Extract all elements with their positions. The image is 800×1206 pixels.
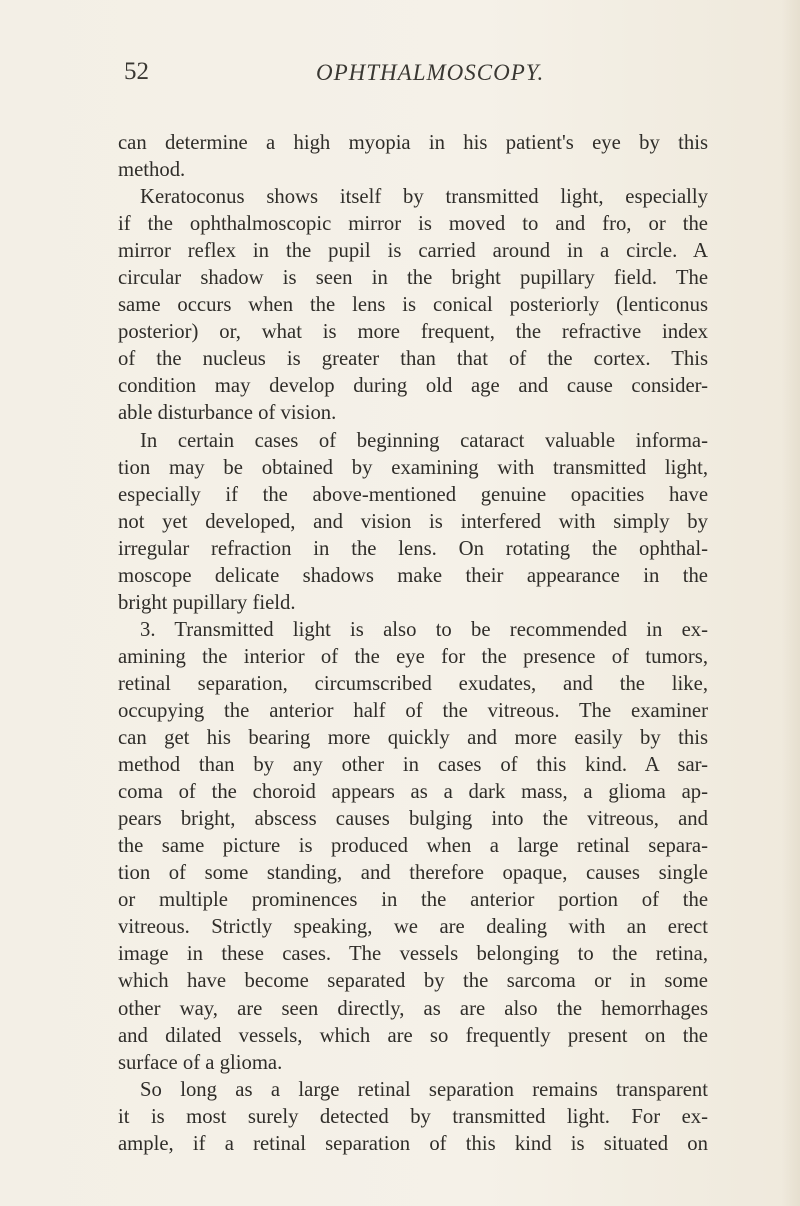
text-line: retinal separation, circumscribed exudates, and the like, — [118, 672, 708, 695]
text-line: tion of some standing, and therefore opaque, causes single — [118, 862, 708, 885]
text-line: which have become separated by the sarcoma or in some — [118, 970, 708, 993]
text-line: posterior) or, what is more frequent, the refractive index — [118, 321, 708, 344]
page-edge-shadow — [782, 0, 800, 1206]
text-line: condition may develop during old age and cause consider- — [118, 375, 708, 398]
text-line: mirror reflex in the pupil is carried around in a circle. A — [118, 240, 708, 263]
text-line: irregular refraction in the lens. On rotating the ophthal- — [118, 537, 708, 560]
text-line: tion may be obtained by examining with transmitted light, — [118, 456, 708, 479]
text-line: able disturbance of vision. — [118, 402, 337, 425]
text-line: other way, are seen directly, as are also the hemorrhages — [118, 997, 708, 1020]
text-line: circular shadow is seen in the bright pupillary field. The — [118, 267, 708, 290]
text-line: amining the interior of the eye for the presence of tumors, — [118, 645, 708, 668]
text-line: image in these cases. The vessels belonging to the retina, — [118, 943, 708, 966]
page-header — [124, 58, 684, 92]
text-line: especially if the above-mentioned genuine opacities have — [118, 483, 708, 506]
text-line: method. — [118, 159, 186, 182]
text-line: it is most surely detected by transmitted light. For ex- — [118, 1105, 708, 1128]
text-line: of the nucleus is greater than that of the cortex. This — [118, 348, 708, 371]
text-line: the same picture is produced when a large retinal separa- — [118, 835, 708, 858]
text-line: ample, if a retinal separation of this kind is situated on — [118, 1132, 708, 1155]
paragraph-start-line: Keratoconus shows itself by transmitted light, especially — [140, 186, 708, 209]
text-line: surface of a glioma. — [118, 1051, 283, 1074]
paragraph-start-line: 3. Transmitted light is also to be recommended in ex- — [140, 618, 708, 641]
text-line: can get his bearing more quickly and more easily by this — [118, 727, 708, 750]
text-line: bright pupillary field. — [118, 591, 296, 614]
page-number: 52 — [124, 58, 149, 85]
text-line: not yet developed, and vision is interfered with simply by — [118, 510, 708, 533]
body-text — [118, 130, 708, 1158]
text-line: occupying the anterior half of the vitreous. The examiner — [118, 699, 708, 722]
text-line: vitreous. Strictly speaking, we are dealing with an erect — [118, 916, 708, 939]
text-line: can determine a high myopia in his patient's eye by this — [118, 132, 708, 154]
paragraph-start-line: So long as a large retinal separation remains transparent — [140, 1078, 708, 1101]
text-line: same occurs when the lens is conical posteriorly (lenticonus — [118, 294, 708, 317]
text-line: coma of the choroid appears as a dark mass, a glioma ap- — [118, 781, 708, 804]
text-line: if the ophthalmoscopic mirror is moved to and fro, or the — [118, 213, 708, 236]
running-title: OPHTHALMOSCOPY. — [316, 60, 545, 85]
text-line: moscope delicate shadows make their appearance in the — [118, 564, 708, 587]
text-line: and dilated vessels, which are so frequently present on the — [118, 1024, 708, 1047]
text-line: or multiple prominences in the anterior portion of the — [118, 889, 708, 912]
text-line: method than by any other in cases of this kind. A sar- — [118, 754, 708, 777]
text-line: pears bright, abscess causes bulging into the vitreous, and — [118, 808, 708, 831]
paragraph-start-line: In certain cases of beginning cataract valuable informa- — [140, 429, 708, 452]
